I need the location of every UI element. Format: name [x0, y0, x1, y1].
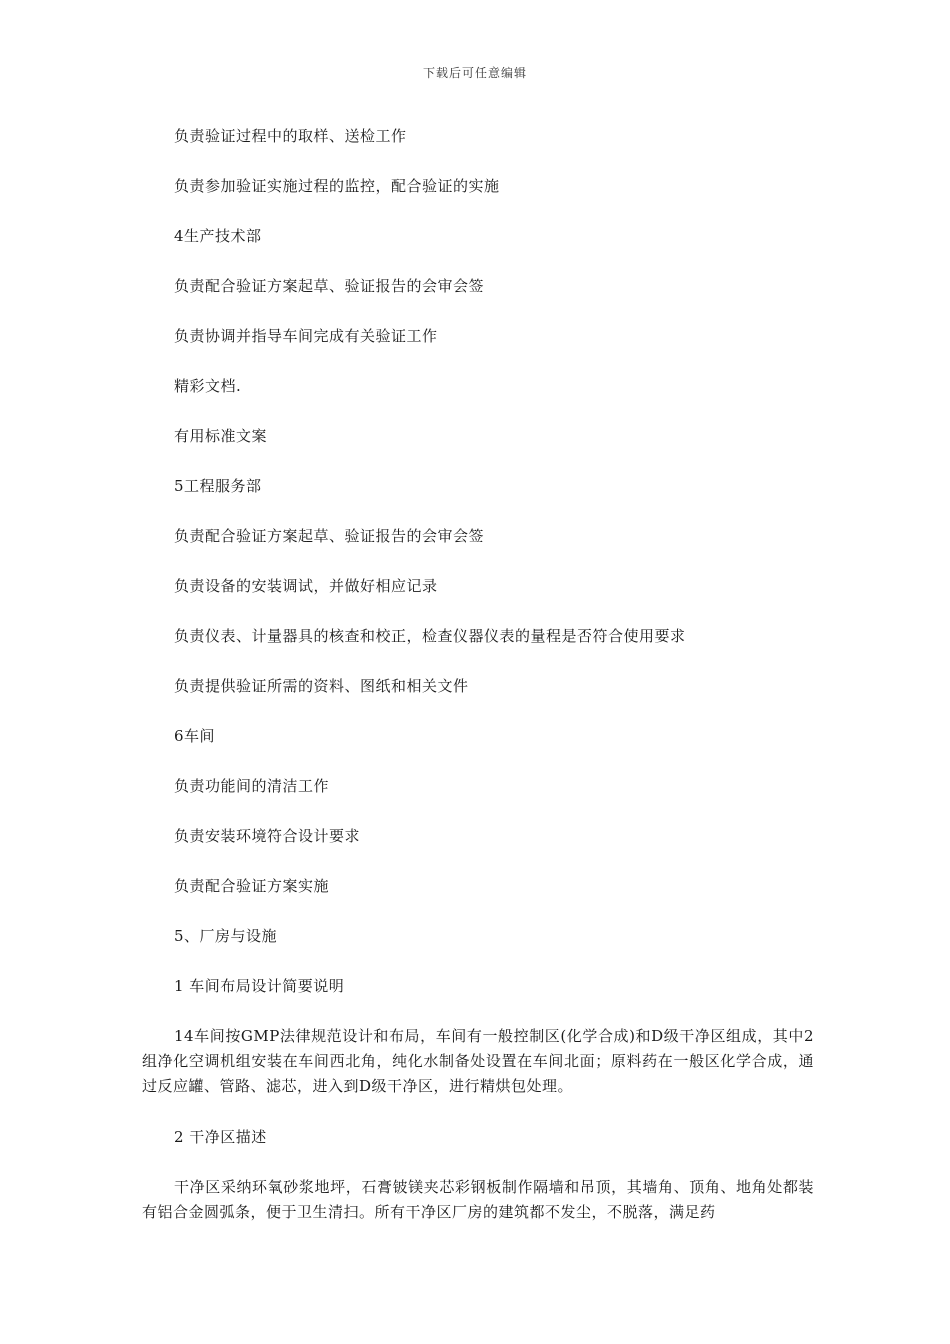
body-paragraph: 14车间按GMP法律规范设计和布局，车间有一般控制区(化学合成)和D级干净区组成，其中2组净化空调机组安装在车间西北角，纯化水制备处设置在车间北面；原料药在一般区化学合成，通过反应罐、管路、滤芯，进入到D级干净区，进行精烘包处理。 [142, 1027, 814, 1095]
text-line: 负责配合验证方案起草、验证报告的会审会签 [174, 527, 485, 545]
text-line: 负责配合验证方案实施 [174, 877, 330, 895]
section-heading: 5、厂房与设施 [174, 927, 278, 945]
text-line: 负责设备的安装调试，并做好相应记录 [174, 577, 438, 595]
text-line: 负责功能间的清洁工作 [174, 777, 330, 795]
section-heading: 6车间 [174, 727, 216, 745]
section-heading: 5工程服务部 [174, 477, 262, 495]
text-line: 精彩文档. [174, 377, 242, 395]
body-paragraph: 干净区采纳环氧砂浆地坪，石膏铍镁夹芯彩钢板制作隔墙和吊顶，其墙角、顶角、地角处都装有铝合金圆弧条，便于卫生清扫。所有干净区厂房的建筑都不发尘，不脱落，满足药 [142, 1178, 814, 1221]
section-heading: 4生产技术部 [174, 227, 262, 245]
text-line: 负责配合验证方案起草、验证报告的会审会签 [174, 277, 485, 295]
subsection-heading: 1 车间布局设计简要说明 [174, 977, 345, 995]
text-line: 有用标准文案 [174, 427, 268, 445]
text-line: 负责参加验证实施过程的监控，配合验证的实施 [174, 177, 500, 195]
page-header: 下载后可任意编辑 [422, 66, 527, 80]
text-line: 负责安装环境符合设计要求 [174, 827, 361, 845]
text-line: 负责仪表、计量器具的核查和校正，检查仪器仪表的量程是否符合使用要求 [174, 627, 686, 645]
text-line: 负责验证过程中的取样、送检工作 [174, 127, 407, 145]
text-line: 负责协调并指导车间完成有关验证工作 [174, 327, 438, 345]
text-line: 负责提供验证所需的资料、图纸和相关文件 [174, 677, 469, 695]
document-body [142, 124, 814, 1251]
subsection-heading: 2 干净区描述 [174, 1128, 267, 1146]
